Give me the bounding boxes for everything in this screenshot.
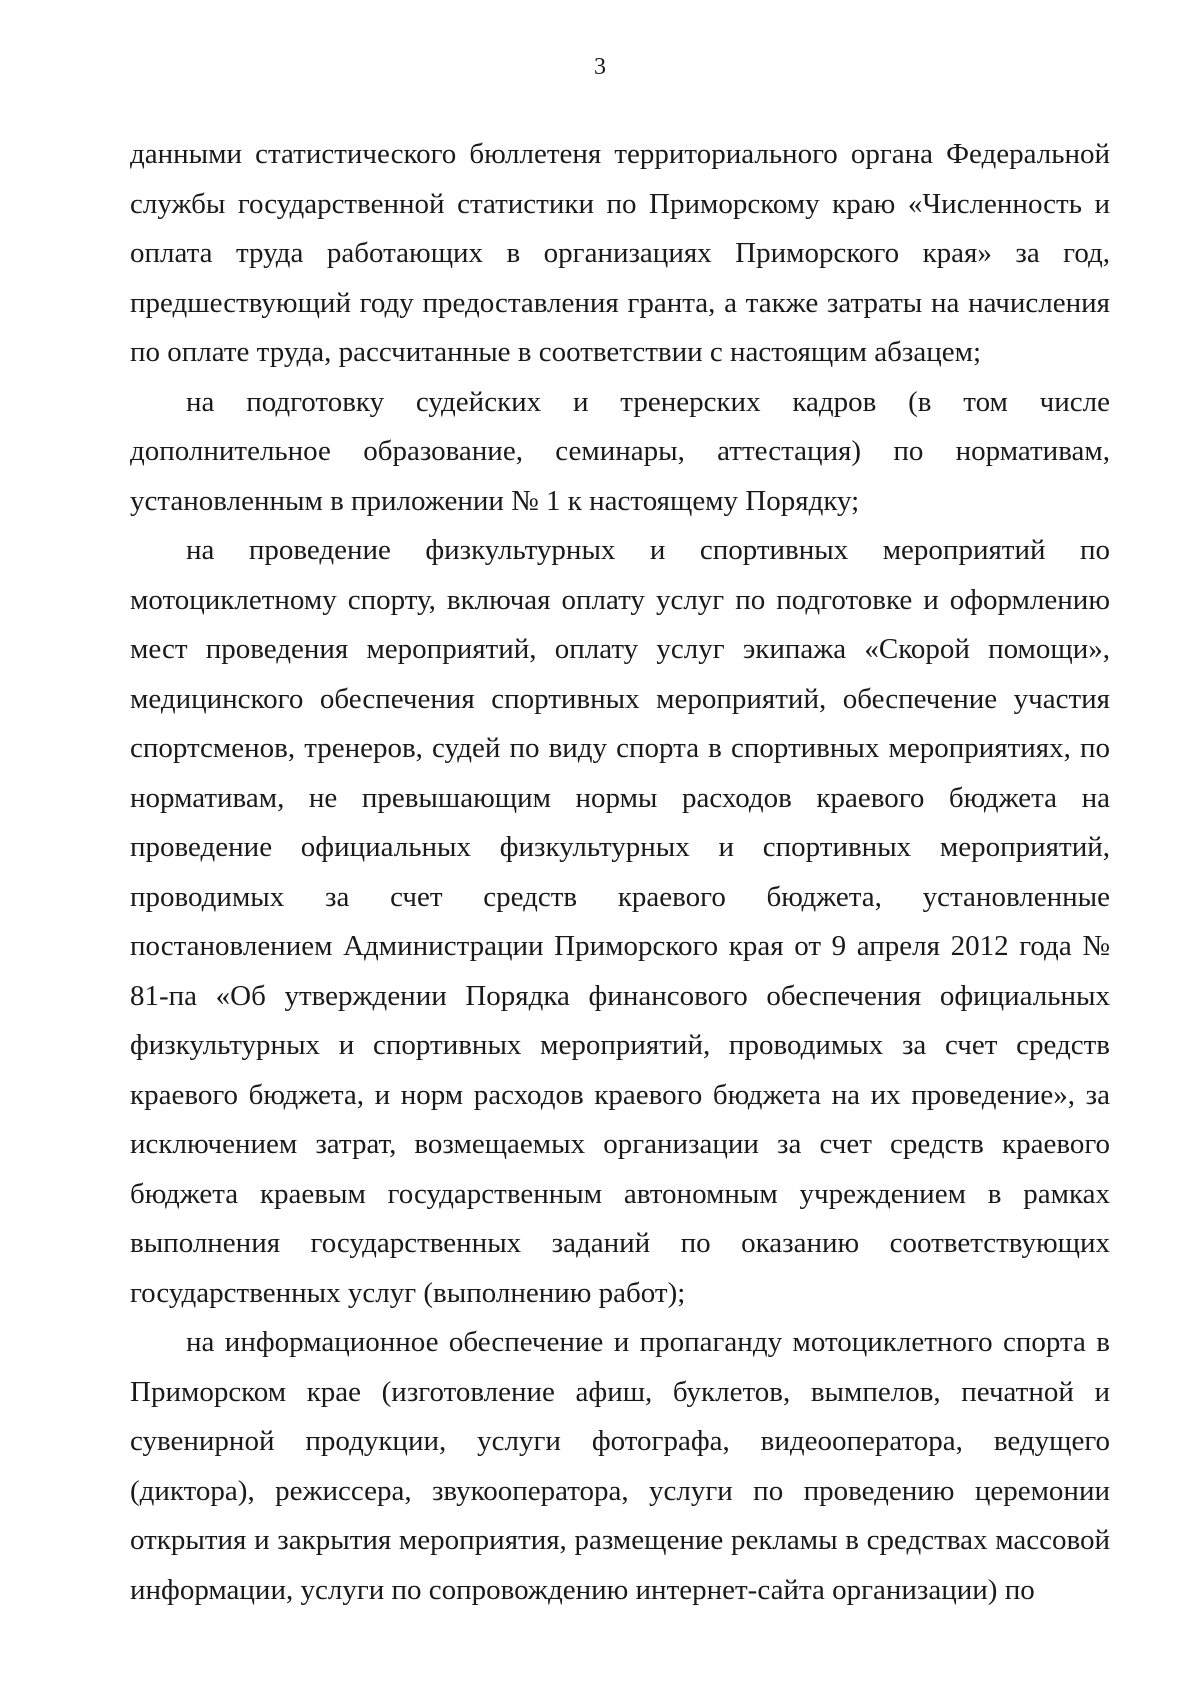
paragraph-sport-events: на проведение физкультурных и спортивных мероприятий по мотоциклетному спорту, включая оплату услуг по подготовке и оформлению мест проведения мероприятий, оплату услуг экипажа «Скорой помощи», медицинского обеспечения спортивных мероприятий, обеспечение участия спортсменов, тренеров, судей по виду спорта в спортивных мероприятиях, по нормативам, не превышающим нормы расходов краевого бюджета на проведение официальных физкультурных и спортивных мероприятий, проводимых за счет средств краевого бюджета, установленные постановлением Администрации Приморского края от 9 апреля 2012 года № 81-па «Об утверждении Порядка финансового обеспечения официальных физкультурных и спортивных мероприятий, проводимых за счет средств краевого бюджета, и норм расходов краевого бюджета на их проведение», за исключением затрат, возмещаемых организации за счет средств краевого бюджета краевым государственным автономным учреждением в рамках выполнения государственных заданий по оказанию соответствующих государственных услуг (выполнению работ); (130, 534, 1110, 1309)
paragraph-information-support: на информационное обеспечение и пропаганду мотоциклетного спорта в Приморском крае (изготовление афиш, буклетов, вымпелов, печатной и сувенирной продукции, услуги фотографа, видеооператора, ведущего (диктора), режиссера, звукооператора, услуги по проведению церемонии открытия и закрытия мероприятия, размещение рекламы в средствах массовой информации, услуги по сопровождению интернет-сайта организации) по (130, 1326, 1110, 1606)
document-body (130, 130, 1110, 1615)
paragraph-salary-continuation: данными статистического бюллетеня территориального органа Федеральной службы государственной статистики по Приморскому краю «Численность и оплата труда работающих в организациях Приморского края» за год, предшествующий году предоставления гранта, а также затраты на начисления по оплате труда, рассчитанные в соответствии с настоящим абзацем; (130, 138, 1110, 368)
page-number: 3 (594, 54, 606, 80)
paragraph-referee-training: на подготовку судейских и тренерских кадров (в том числе дополнительное образование, семинары, аттестация) по нормативам, установленным в приложении № 1 к настоящему Порядку; (130, 385, 1110, 517)
